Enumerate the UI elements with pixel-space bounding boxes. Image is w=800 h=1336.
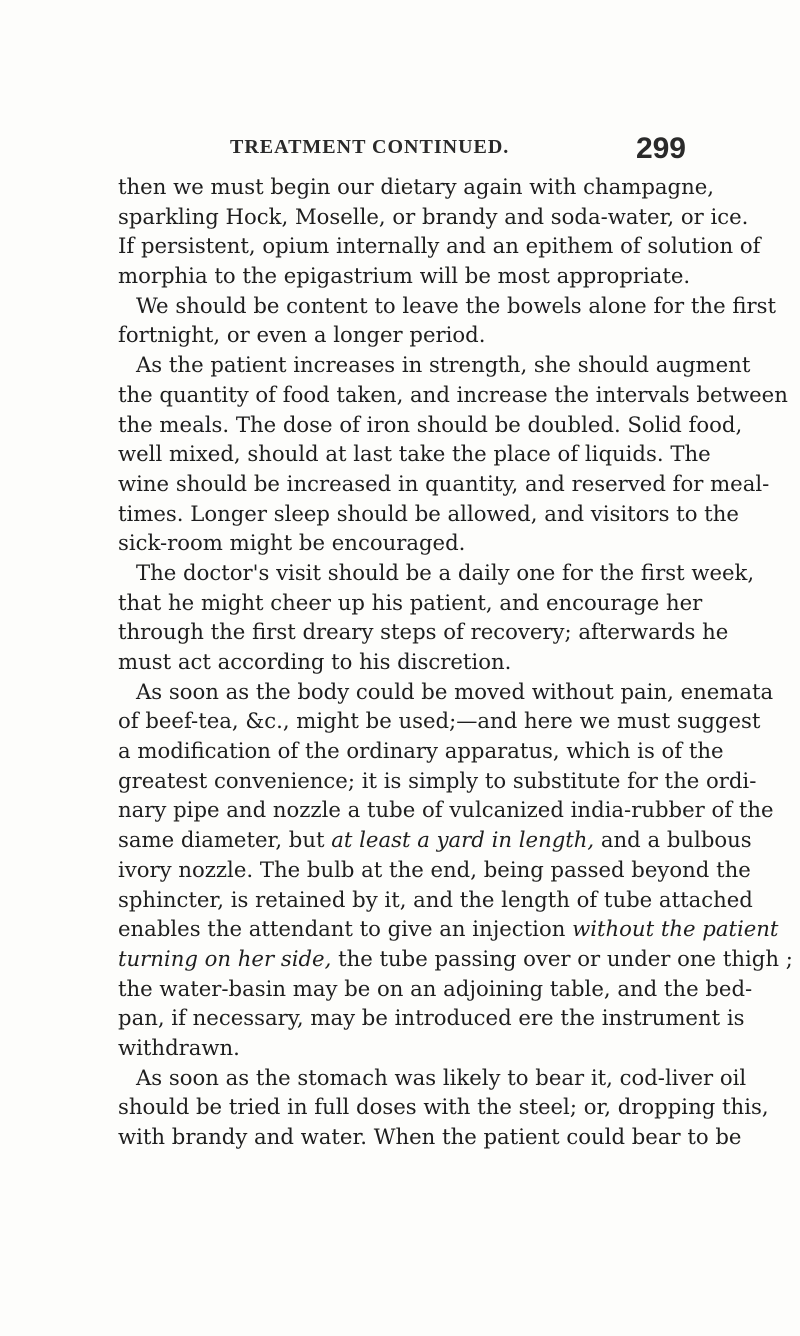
text-line: times. Longer sleep should be allowed, and visitors to the xyxy=(118,500,739,526)
text-line xyxy=(118,914,779,944)
text-line: If persistent, opium internally and an epithem of solution of xyxy=(118,233,761,259)
text-line: of beef-tea, &c., might be used;—and here we must suggest xyxy=(118,708,761,734)
text-line: fortnight, or even a longer period. xyxy=(118,322,486,348)
text-line: pan, if necessary, may be introduced ere the instrument is xyxy=(118,1005,745,1031)
italic-text-segment: without the patient xyxy=(572,916,779,942)
italic-text-segment: at least a yard in length, xyxy=(331,827,595,853)
text-line: the quantity of food taken, and increase the intervals between xyxy=(118,381,788,407)
text-line: wine should be increased in quantity, and reserved for meal- xyxy=(118,470,770,496)
text-line: nary pipe and nozzle a tube of vulcanized india-rubber of the xyxy=(118,797,774,823)
text-line: should be tried in full doses with the steel; or, dropping this, xyxy=(118,1094,769,1120)
text-segment: same diameter, but xyxy=(118,827,332,853)
text-line: sparkling Hock, Moselle, or brandy and soda-water, or ice. xyxy=(118,203,749,229)
text-line: sphincter, is retained by it, and the length of tube attached xyxy=(118,886,753,912)
text-line: with brandy and water. When the patient could bear to be xyxy=(118,1124,742,1149)
body-text xyxy=(118,172,793,1152)
text-line: through the first dreary steps of recovery; afterwards he xyxy=(118,619,729,645)
italic-text-segment: turning on her side, xyxy=(118,945,332,971)
text-line: then we must begin our dietary again with champagne, xyxy=(118,174,714,199)
text-line: well mixed, should at last take the place of liquids. The xyxy=(118,441,711,467)
text-segment: and a bulbous xyxy=(594,827,752,853)
text-line: ivory nozzle. The bulb at the end, being passed beyond the xyxy=(118,856,751,882)
page-number: 299 xyxy=(635,132,686,165)
paragraph-start-line: As the patient increases in strength, she should augment xyxy=(136,352,751,378)
text-line: a modification of the ordinary apparatus, which is of the xyxy=(118,738,724,764)
text-line: that he might cheer up his patient, and encourage her xyxy=(118,589,703,615)
paragraph-start-line: We should be content to leave the bowels alone for the first xyxy=(136,292,777,318)
paragraph-start-line: The doctor's visit should be a daily one for the first week, xyxy=(136,559,755,585)
text-segment: enables the attendant to give an injection xyxy=(118,916,573,942)
text-line: greatest convenience; it is simply to substitute for the ordi- xyxy=(118,767,757,793)
text-line: the water-basin may be on an adjoining table, and the bed- xyxy=(118,975,753,1001)
text-line xyxy=(118,944,793,974)
paragraph-start-line: As soon as the stomach was likely to bear it, cod-liver oil xyxy=(136,1064,747,1090)
running-head xyxy=(200,132,686,168)
running-title: TREATMENT CONTINUED. xyxy=(230,136,510,158)
text-line: withdrawn. xyxy=(118,1034,240,1060)
paragraph-start-line: As soon as the body could be moved without pain, enemata xyxy=(136,678,774,704)
text-segment: the tube passing over or under one thigh ; xyxy=(331,945,793,971)
text-line: sick-room might be encouraged. xyxy=(118,530,466,556)
text-line: the meals. The dose of iron should be doubled. Solid food, xyxy=(118,411,743,437)
text-line xyxy=(118,825,752,855)
text-line: morphia to the epigastrium will be most appropriate. xyxy=(118,263,691,289)
text-line: must act according to his discretion. xyxy=(118,649,512,674)
